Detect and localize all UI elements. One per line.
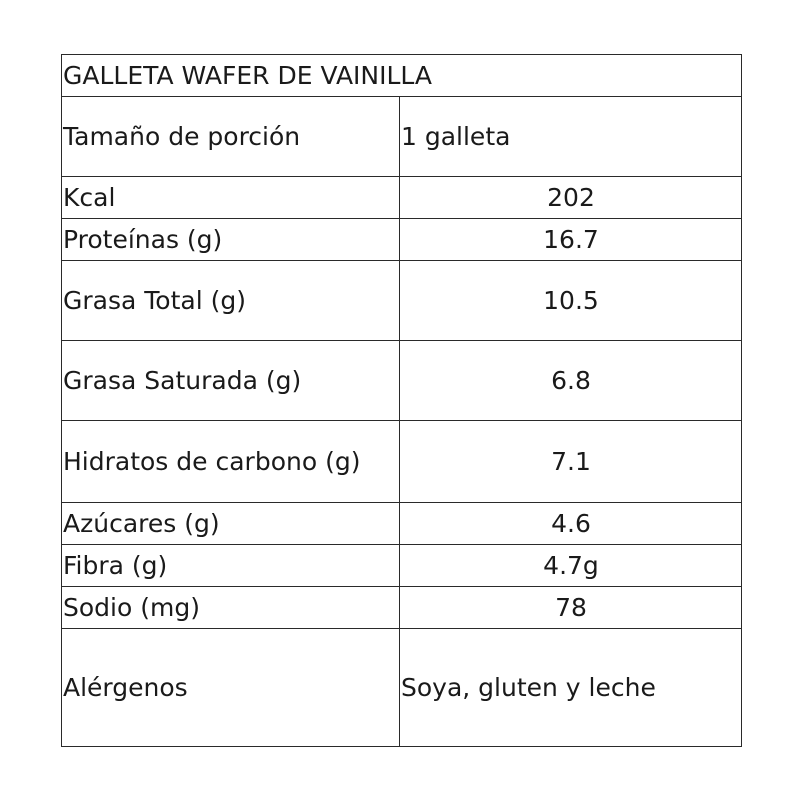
nutrient-label: Hidratos de carbono (g) <box>62 421 400 503</box>
table-row <box>62 545 742 587</box>
product-title: GALLETA WAFER DE VAINILLA <box>62 55 742 97</box>
serving-size-value: 1 galleta <box>400 97 742 177</box>
nutrient-label: Sodio (mg) <box>62 587 400 629</box>
nutrient-value: 16.7 <box>400 219 742 261</box>
nutrient-value: 78 <box>400 587 742 629</box>
table-row <box>62 341 742 421</box>
nutrient-label: Fibra (g) <box>62 545 400 587</box>
allergens-label: Alérgenos <box>62 629 400 747</box>
table-row <box>62 261 742 341</box>
nutrition-facts-table <box>61 54 742 747</box>
allergens-row <box>62 629 742 747</box>
nutrient-value: 4.6 <box>400 503 742 545</box>
table-row <box>62 177 742 219</box>
serving-size-label: Tamaño de porción <box>62 97 400 177</box>
allergens-value: Soya, gluten y leche <box>400 629 742 747</box>
nutrient-label: Kcal <box>62 177 400 219</box>
nutrient-label: Grasa Saturada (g) <box>62 341 400 421</box>
table-row <box>62 503 742 545</box>
nutrient-value: 6.8 <box>400 341 742 421</box>
nutrient-value: 10.5 <box>400 261 742 341</box>
nutrient-value: 4.7g <box>400 545 742 587</box>
table-row <box>62 587 742 629</box>
nutrient-label: Proteínas (g) <box>62 219 400 261</box>
nutrient-label: Azúcares (g) <box>62 503 400 545</box>
table-row <box>62 219 742 261</box>
serving-size-row <box>62 97 742 177</box>
title-row <box>62 55 742 97</box>
nutrient-value: 7.1 <box>400 421 742 503</box>
nutrient-value: 202 <box>400 177 742 219</box>
table-row <box>62 421 742 503</box>
nutrient-label: Grasa Total (g) <box>62 261 400 341</box>
